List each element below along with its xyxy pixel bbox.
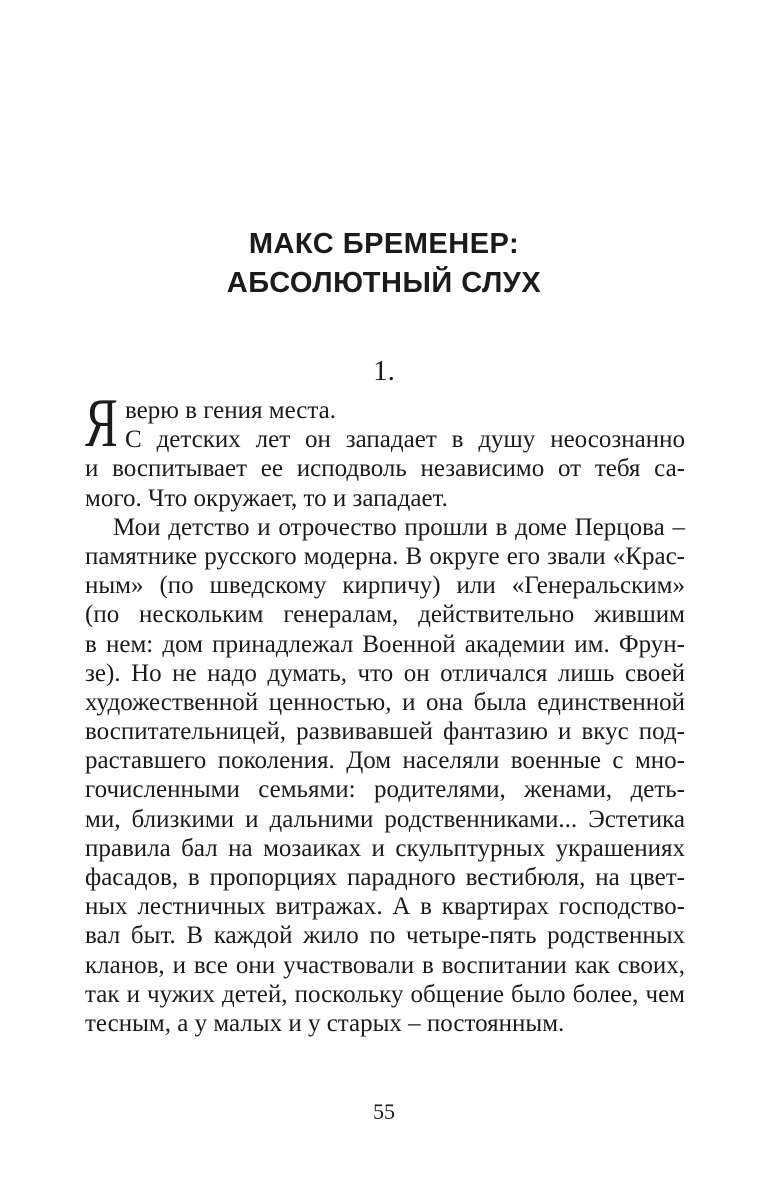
page-number: 55: [373, 1099, 395, 1124]
text-line: ных лестничных витражах. А в квартирах господство-: [85, 893, 685, 921]
body-text: [85, 385, 685, 1038]
text-line: правила бал на мозаиках и скульптурных украшениях: [85, 834, 685, 862]
text-line: ми, близкими и дальними родственниками... Эстетика: [85, 805, 685, 833]
text-line: фасадов, в пропорциях парадного вестибюля, на цвет-: [85, 864, 685, 891]
chapter-title: [0, 225, 768, 303]
text-line: художественной ценностью, и она была единственной: [85, 688, 685, 716]
text-line: раставшего поколения. Дом населяли военные с мно-: [85, 747, 685, 775]
text-line: в нем: дом принадлежал Военной академии им. Фрун-: [85, 630, 685, 658]
text-line: воспитательницей, развивавшей фантазию и вкус под-: [85, 718, 685, 746]
text-line: (по нескольким генералам, действительно жившим: [85, 601, 685, 629]
text-line: мого. Что окружает, то и западает.: [85, 484, 448, 512]
text-line: памятнике русского модерна. В округе его звали «Крас-: [85, 542, 685, 570]
text-line: зе). Но не надо думать, что он отличался лишь своей: [85, 659, 685, 687]
text-line: кланов, и все они участвовали в воспитании как своих,: [85, 951, 685, 979]
text-line: тесным, а у малых и у старых – постоянным.: [85, 1009, 565, 1037]
text-line: С детских лет он западает в душу неосознанно: [125, 426, 685, 454]
text-line: верю в гения места.: [125, 397, 336, 424]
text-line: гочисленными семьями: родителями, женами, деть-: [85, 776, 685, 804]
text-line: ным» (по шведскому кирпичу) или «Генеральским»: [85, 572, 685, 600]
text-line: Мои детство и отрочество прошли в доме Перцова –: [113, 513, 685, 541]
chapter-title-line2: АБСОЛЮТНЫЙ СЛУХ: [226, 267, 542, 299]
drop-cap: Я: [85, 385, 118, 462]
text-line: так и чужих детей, поскольку общение было более, чем: [85, 980, 685, 1008]
text-line: и воспитывает ее исподволь независимо от тебя са-: [85, 455, 685, 483]
chapter-title-line1: МАКС БРЕМЕНЕР:: [248, 228, 520, 260]
section-number: 1.: [373, 355, 395, 387]
text-line: вал быт. В каждой жило по четыре-пять родственных: [85, 922, 685, 950]
